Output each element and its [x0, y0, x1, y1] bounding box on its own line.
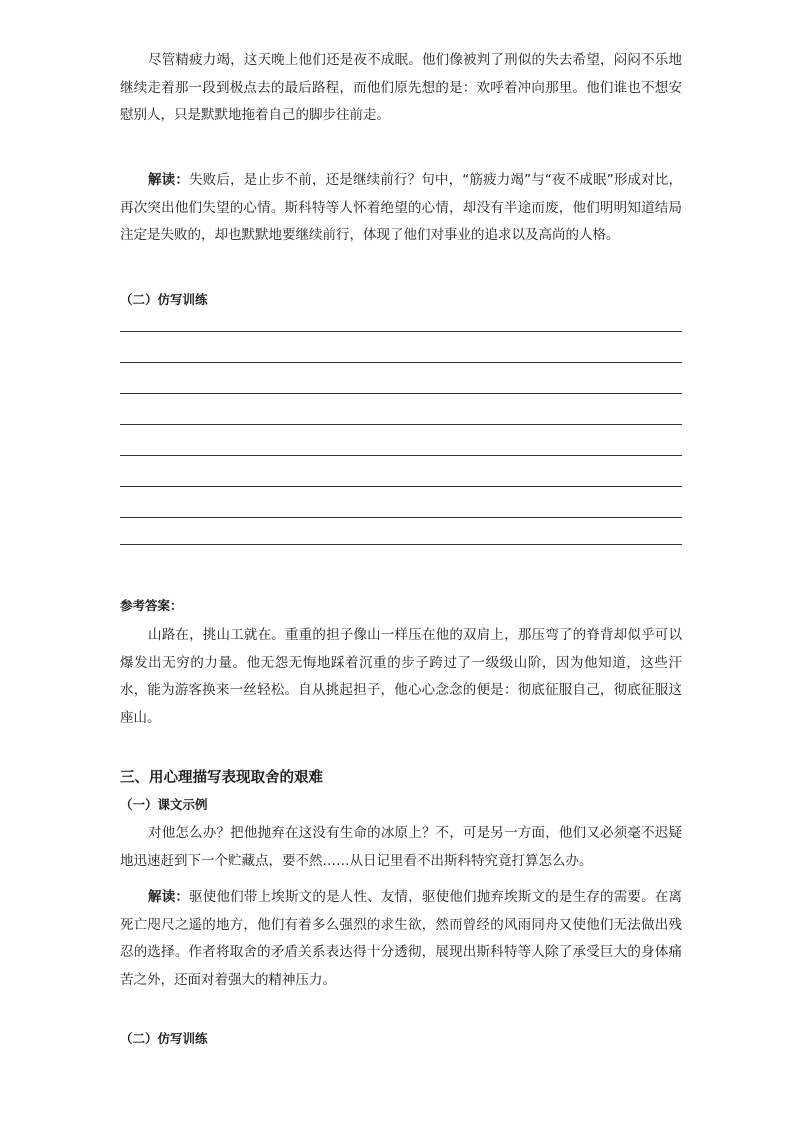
reading-paragraph	[120, 167, 682, 250]
section-heading: 三、用心理描写表现取舍的艰难	[120, 770, 323, 786]
writing-line	[120, 331, 682, 332]
reading-label: 解读：	[148, 889, 190, 905]
answer-text: 山路在，挑山工就在。重重的担子像山一样压在他的双肩上，那压弯了的脊背却似乎可以爆发出无穷的力量。他无怨无悔地踩着沉重的步子跨过了一级级山阶，因为他知道，这些汗水，能为游客换来一丝轻松。自从挑起担子，他心心念念的便是：彻底征服自己，彻底征服这座山。	[120, 627, 682, 726]
writing-line	[120, 544, 682, 545]
reading-label: 解读：	[148, 172, 189, 188]
example-heading: （一）课文示例	[120, 797, 208, 812]
passage-text: 尽管精疲力竭，这天晚上他们还是夜不成眠。他们像被判了刑似的失去希望，闷闷不乐地继续走着那一段到极点去的最后路程，而他们原先想的是：欢呼着冲向那里。他们谁也不想安慰别人，只是默默地拖着自己的脚步往前走。	[120, 52, 682, 123]
practice-heading: （二）仿写训练	[120, 292, 208, 307]
writing-line	[120, 486, 682, 487]
writing-line	[120, 362, 682, 363]
reading-text: 失败后，是止步不前，还是继续前行？句中，“筋疲力竭”与“夜不成眠”形成对比，再次突出他们失望的心情。斯科特等人怀着绝望的心情，却没有半途而废，他们明明知道结局注定是失败的，却也默默地要继续前行，体现了他们对事业的追求以及高尚的人格。	[120, 172, 683, 243]
answer-heading: 参考答案：	[120, 598, 183, 613]
writing-line	[120, 424, 682, 425]
writing-line	[120, 455, 682, 456]
writing-line	[120, 517, 682, 518]
passage-text: 对他怎么办？把他抛弃在这没有生命的冰原上？不，可是另一方面，他们又必须毫不迟疑地迅速赶到下一个贮藏点，要不然……从日记里看不出斯科特究竟打算怎么办。	[120, 825, 682, 869]
reading-paragraph	[120, 884, 682, 994]
writing-line	[120, 393, 682, 394]
practice-heading: （二）仿写训练	[120, 1031, 208, 1046]
reading-text: 驱使他们带上埃斯文的是人性、友情，驱使他们抛弃埃斯文的是生存的需要。在离死亡咫尺之遥的地方，他们有着多么强烈的求生欲，然而曾经的风雨同舟又使他们无法做出残忍的选择。作者将取舍的矛盾关系表达得十分透彻，展现出斯科特等人除了承受巨大的身体痛苦之外，还面对着强大的精神压力。	[120, 889, 683, 988]
